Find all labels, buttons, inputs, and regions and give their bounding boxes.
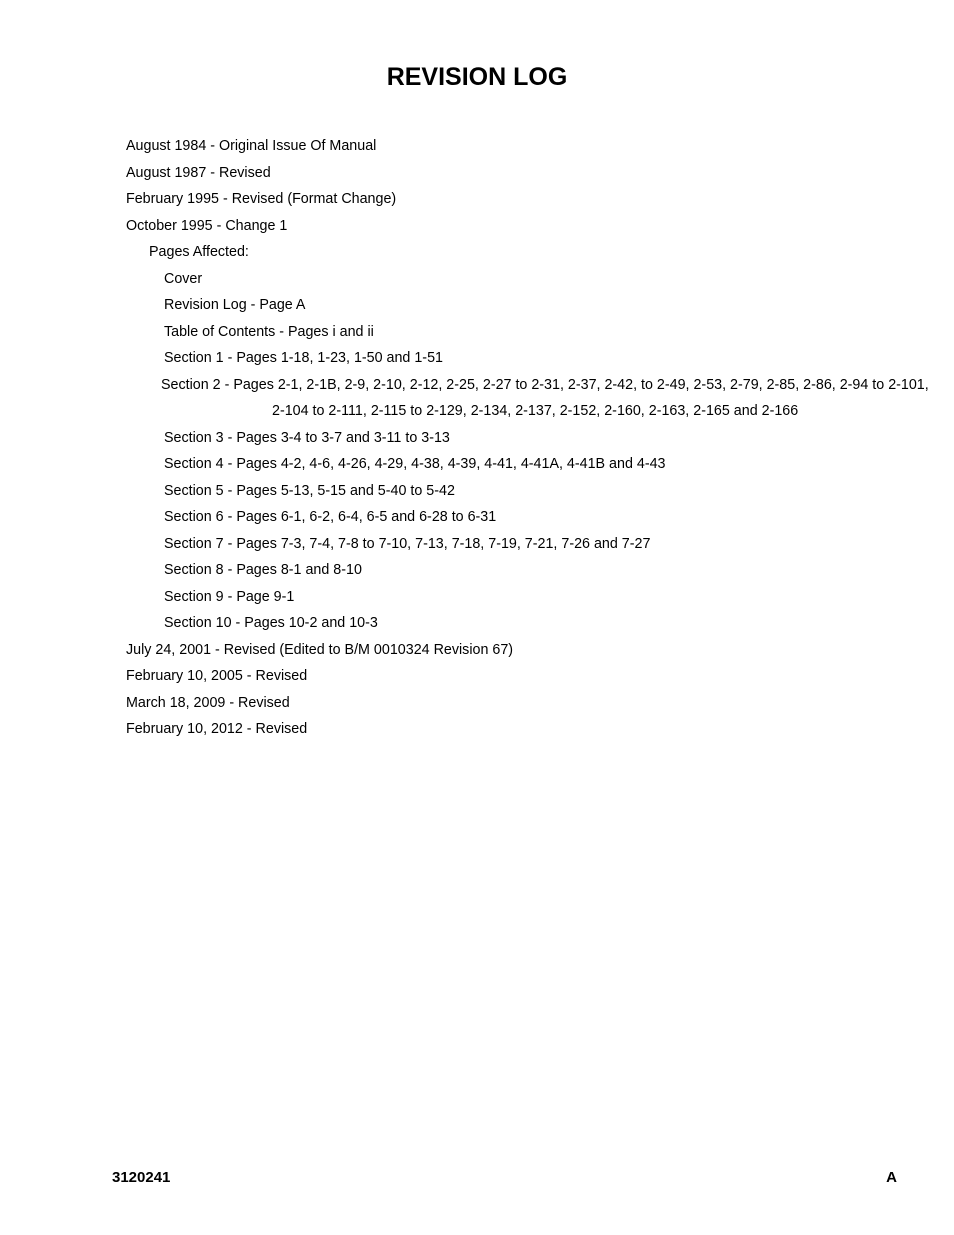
revision-entry: October 1995 - Change 1 [126,217,288,234]
affected-page-item: Section 6 - Pages 6-1, 6-2, 6-4, 6-5 and 6-28 to 6-31 [164,509,497,525]
pages-affected-heading: Pages Affected: [149,244,249,260]
revision-entry: July 24, 2001 - Revised (Edited to B/M 0010324 Revision 67) [126,641,514,658]
revision-entry: February 10, 2005 - Revised [126,668,308,684]
affected-page-item: Revision Log - Page A [164,297,306,313]
affected-page-item-continuation: 2-104 to 2-111, 2-115 to 2-129, 2-134, 2-137, 2-152, 2-160, 2-163, 2-165 and 2-166 [272,403,799,419]
affected-page-item: Section 9 - Page 9-1 [164,588,295,605]
document-number: 3120241 [112,1169,171,1186]
affected-page-item: Section 2 - Pages 2-1, 2-1B, 2-9, 2-10, 2-12, 2-25, 2-27 to 2-31, 2-37, 2-42, to 2-49, 2-53, 2-79, 2-85, 2-86, 2-94 to 2-101, [161,376,929,393]
affected-page-item: Section 3 - Pages 3-4 to 3-7 and 3-11 to 3-13 [164,429,450,446]
revision-entry: March 18, 2009 - Revised [126,694,290,711]
affected-page-item: Table of Contents - Pages i and ii [164,323,374,340]
affected-page-item: Section 10 - Pages 10-2 and 10-3 [164,615,378,631]
affected-page-item: Section 7 - Pages 7-3, 7-4, 7-8 to 7-10, 7-13, 7-18, 7-19, 7-21, 7-26 and 7-27 [164,535,651,552]
revision-entry: August 1984 - Original Issue Of Manual [126,138,377,154]
page-label: A [886,1169,897,1186]
affected-page-item: Section 5 - Pages 5-13, 5-15 and 5-40 to 5-42 [164,482,455,499]
revision-log-list [0,133,954,743]
affected-page-item: Section 4 - Pages 4-2, 4-6, 4-26, 4-29, 4-38, 4-39, 4-41, 4-41A, 4-41B and 4-43 [164,456,666,472]
affected-page-item: Section 8 - Pages 8-1 and 8-10 [164,562,362,578]
revision-entry: February 1995 - Revised (Format Change) [126,191,397,207]
revision-entry: February 10, 2012 - Revised [126,721,308,737]
affected-page-item: Cover [164,270,203,287]
revision-entry: August 1987 - Revised [126,164,271,181]
affected-page-item: Section 1 - Pages 1-18, 1-23, 1-50 and 1-51 [164,350,443,366]
page-title: REVISION LOG [386,63,568,91]
